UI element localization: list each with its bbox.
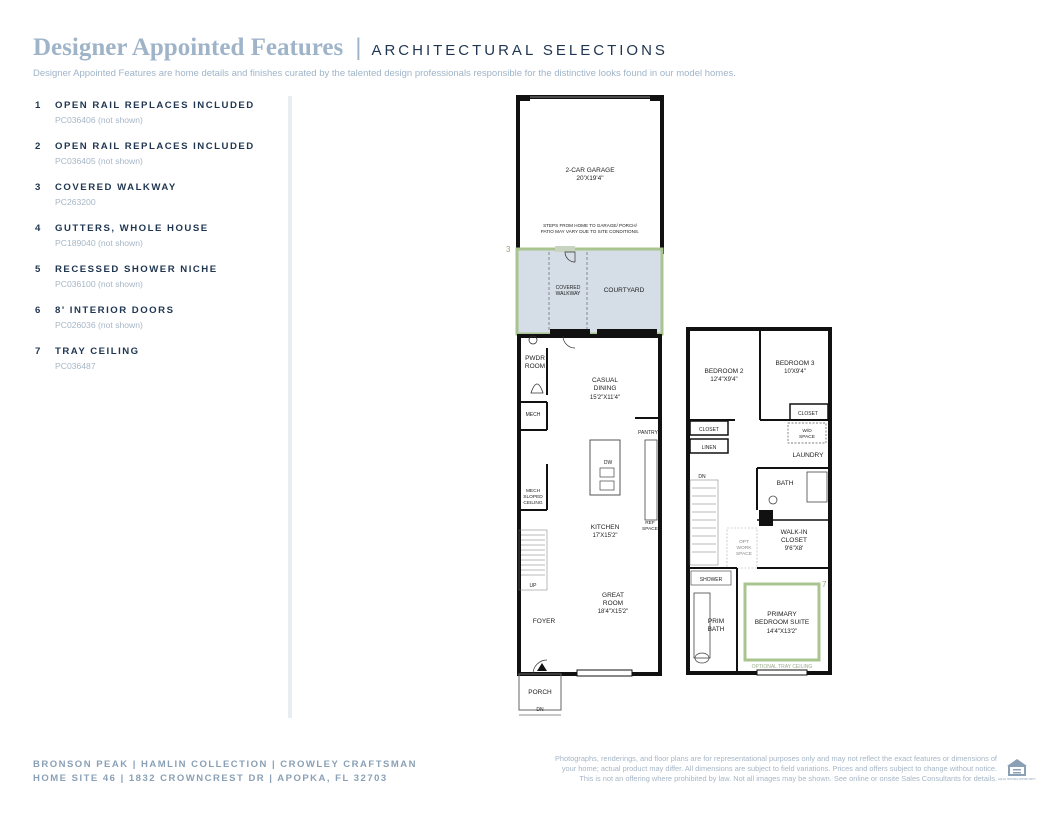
feature-number: 7 [35,346,42,357]
feature-list [35,100,285,387]
covered-walkway-label: COVERED [555,285,581,291]
covered-walkway-label: WALKWAY [555,291,581,297]
covered-walkway-highlight [506,245,662,334]
wd-space-label: SPACE [799,435,815,440]
feature-code: PC036100 (not shown) [55,279,143,289]
garage-note: PATIO MAY VARY DUE TO SITE CONDITIONS. [540,229,640,234]
feature-marker-3: 3 [506,245,511,254]
feature-label: RECESSED SHOWER NICHE [55,264,218,275]
garage-label: 2-CAR GARAGE [565,167,615,174]
feature-number: 5 [35,264,42,275]
disclaimer-line: Photographs, renderings, and floor plans are for representational purposes only and may not reflect the exact features or dimensions of [554,754,997,763]
walk-in-closet-dimension: 9'6"X8' [784,546,804,552]
porch [519,674,561,715]
up-label: UP [529,583,537,589]
second-floor [688,329,830,675]
title-separator: | [355,34,362,61]
porch-label: PORCH [528,689,552,696]
dn-label: DN [698,474,706,480]
primary-bath-label: PRIM [707,618,725,625]
mech-sloped-label: SLOPED [523,495,543,500]
courtyard-label: COURTYARD [603,287,645,294]
feature-item [35,264,285,289]
garage-dimension: 20'X19'4" [576,175,604,182]
footer-collection: BRONSON PEAK | HAMLIN COLLECTION | CROWLEY CRAFTSMAN [33,759,417,770]
feature-item [35,100,285,125]
disclaimer-line: This is not an offering where prohibited by law. Not all images may be shown. See online or onsite Sales Consultants for details. [579,774,997,783]
wd-space-label: W/D [802,429,812,434]
bedroom-3-label: BEDROOM 3 [775,360,815,367]
laundry-label: LAUNDRY [792,452,824,459]
foyer-label: FOYER [532,618,556,625]
linen-label: LINEN [701,445,717,451]
kitchen-label: KITCHEN [590,524,620,531]
bedroom-3-dimension: 10'X9'4" [784,369,806,375]
feature-item [35,223,285,248]
closet-label: CLOSET [797,411,819,417]
feature-label: COVERED WALKWAY [55,182,177,193]
bath-label: BATH [776,480,794,487]
tray-ceiling-label: OPTIONAL TRAY CEILING [751,664,813,670]
feature-label: TRAY CEILING [55,346,140,357]
opt-work-space-label: WORK [736,546,752,551]
footer-home-site: HOME SITE 46 | 1832 CROWNCREST DR | APOPKA, FL 32703 [33,773,388,784]
page-subtitle: Designer Appointed Features are home details and finishes curated by the talented design professionals responsible for the distinctive looks found in our model homes. [33,68,736,79]
bedroom-2-dimension: 12'4"X9'4" [710,377,738,383]
floor-plan [495,90,840,720]
feature-number: 2 [35,141,42,152]
feature-code: PC036487 [55,361,96,371]
opt-work-space-label: SPACE [736,552,752,557]
powder-room-label: ROOM [524,363,546,370]
great-room-label: GREAT [602,592,624,599]
powder-room-label: PWDR [525,355,545,362]
feature-number: 3 [35,182,42,193]
garage-note: STEPS FROM HOME TO GARAGE/ PORCH/ [543,223,637,228]
mech-sloped-label: MECH [525,489,541,494]
walk-in-closet-label: WALK-IN [780,529,808,536]
dishwasher-label: DW [603,460,613,466]
divider [288,96,292,718]
opt-work-space-label: OPT [739,540,749,545]
ref-space-label: REF [645,521,655,526]
page-title: Designer Appointed Features [33,34,344,61]
casual-dining-label: CASUAL [591,377,619,384]
footer-address [33,758,417,786]
staircase-down [690,480,718,565]
porch-dn-label: DN [536,707,544,713]
feature-code: PC189040 (not shown) [55,238,143,248]
first-floor [519,336,660,676]
feature-code: PC036405 (not shown) [55,156,143,166]
ref-space-label: SPACE [642,527,658,532]
garage [516,95,664,252]
primary-bath-label: BATH [707,626,725,633]
feature-label: 8' INTERIOR DOORS [55,305,175,316]
staircase [519,530,547,590]
pantry-label: PANTRY [638,430,658,436]
casual-dining-dimension: 15'2"X11'4" [589,395,621,401]
primary-suite-label: PRIMARY [767,611,797,618]
feature-item [35,346,285,371]
shower-label: SHOWER [699,577,723,583]
equal-housing-text: EQUAL HOUSING OPPORTUNITY [998,778,1036,781]
header [33,34,1035,79]
great-room-dimension: 18'4"X15'2" [597,609,629,615]
great-room-label: ROOM [602,600,624,607]
walk-in-closet-label: CLOSET [780,537,808,544]
primary-suite-dimension: 14'4"X13'2" [766,629,798,635]
closet-label: CLOSET [698,427,720,433]
bedroom-2-label: BEDROOM 2 [704,368,744,375]
primary-suite-label: BEDROOM SUITE [754,619,810,626]
feature-number: 4 [35,223,42,234]
feature-item [35,305,285,330]
feature-item [35,182,285,207]
casual-dining-label: DINING [593,385,617,392]
feature-code: PC036406 (not shown) [55,115,143,125]
feature-label: OPEN RAIL REPLACES INCLUDED [55,141,255,152]
feature-number: 1 [35,100,42,111]
feature-number: 6 [35,305,42,316]
feature-label: GUTTERS, WHOLE HOUSE [55,223,209,234]
mech-label: MECH [525,412,541,418]
feature-code: PC263200 [55,197,96,207]
feature-marker-7: 7 [822,580,827,589]
feature-label: OPEN RAIL REPLACES INCLUDED [55,100,255,111]
footer-disclaimer [527,754,997,784]
section-title: ARCHITECTURAL SELECTIONS [371,42,668,59]
equal-housing-icon [998,757,1036,781]
mech-sloped-label: CEILING [523,501,543,506]
feature-item [35,141,285,166]
feature-code: PC026036 (not shown) [55,320,143,330]
disclaimer-line: your home; actual product may differ. All dimensions are subject to field variations. Prices and offers subject to change without notice. [561,764,997,773]
kitchen-dimension: 17'X15'2" [592,533,618,539]
